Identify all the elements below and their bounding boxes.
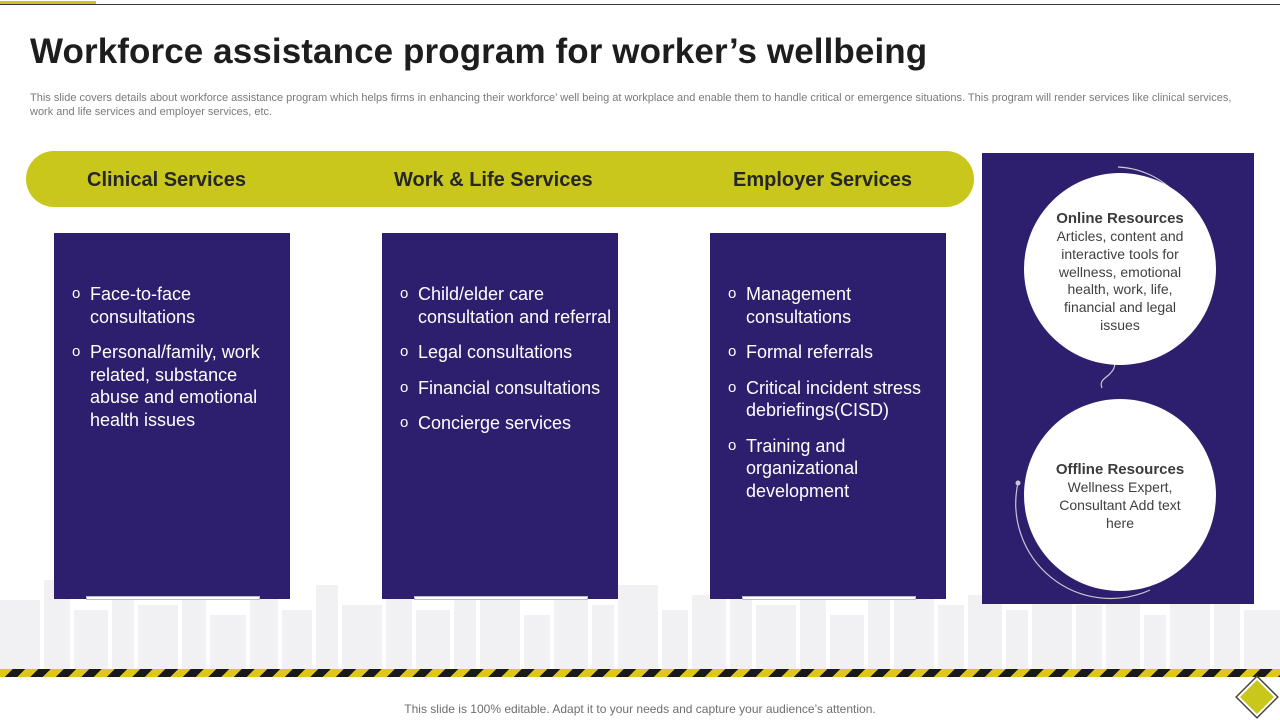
- card-bottom-bar: [86, 596, 260, 600]
- list-item: o Concierge services: [400, 413, 572, 433]
- bullet-icon: o: [728, 436, 737, 454]
- bullet-icon: o: [728, 285, 737, 302]
- list-item: o Financial consultations: [400, 377, 601, 398]
- bullet-icon: o: [72, 343, 81, 360]
- work-life-services-card: [382, 233, 618, 599]
- employer-services-list: [728, 283, 940, 515]
- card-bottom-bar: [414, 596, 588, 600]
- footer-note: This slide is 100% editable. Adapt it to your needs and capture your audience’s attention.: [404, 702, 876, 716]
- hazard-stripe: [0, 669, 1280, 677]
- employer-services-card: [710, 233, 946, 599]
- employer-services-heading: Employer Services: [733, 169, 912, 191]
- page-subtitle: This slide covers details about workforce assistance program which helps firms in enhancing their workforce’ well being at workplace and enable them to handle critical or emergence situations. This program will render services like clinical services, work and life services and employer services, etc.: [30, 92, 1232, 118]
- list-item: o Personal/family, work related, substance abuse and emotional health issues: [72, 342, 260, 430]
- offline-resources-text: Wellness Expert, Consultant Add text here: [1059, 479, 1181, 531]
- bullet-icon: o: [400, 414, 409, 431]
- bullet-icon: o: [400, 378, 409, 396]
- bullet-icon: o: [400, 285, 409, 302]
- work-life-services-list: [400, 283, 612, 448]
- top-rule: [0, 4, 1280, 5]
- card-bottom-bar: [742, 596, 916, 600]
- list-item: o Formal referrals: [728, 342, 874, 362]
- bullet-icon: o: [400, 343, 409, 360]
- online-resources-title: Online Resources: [1056, 210, 1184, 227]
- list-item: o Child/elder care consultation and referral: [400, 284, 612, 327]
- list-item: o Training and organizational development: [728, 435, 859, 501]
- online-resources-text: Articles, content and interactive tools for wellness, emotional health, work, life, financial and legal issues: [1056, 228, 1184, 333]
- list-item: o Management consultations: [728, 284, 852, 327]
- clinical-services-card: [54, 233, 290, 599]
- clinical-services-heading: Clinical Services: [87, 169, 246, 191]
- list-item: o Critical incident stress debriefings(CISD): [728, 377, 922, 420]
- resources-panel: [982, 153, 1254, 604]
- bullet-icon: o: [728, 343, 737, 360]
- work-life-services-heading: Work & Life Services: [394, 169, 593, 191]
- page-title: Workforce assistance program for worker’s wellbeing: [30, 32, 928, 71]
- bullet-icon: o: [728, 378, 737, 396]
- clinical-services-list: [72, 283, 284, 444]
- list-item: o Legal consultations: [400, 342, 573, 362]
- list-item: o Face-to-face consultations: [72, 284, 196, 327]
- offline-resources-title: Offline Resources: [1055, 461, 1185, 478]
- bullet-icon: o: [72, 285, 81, 302]
